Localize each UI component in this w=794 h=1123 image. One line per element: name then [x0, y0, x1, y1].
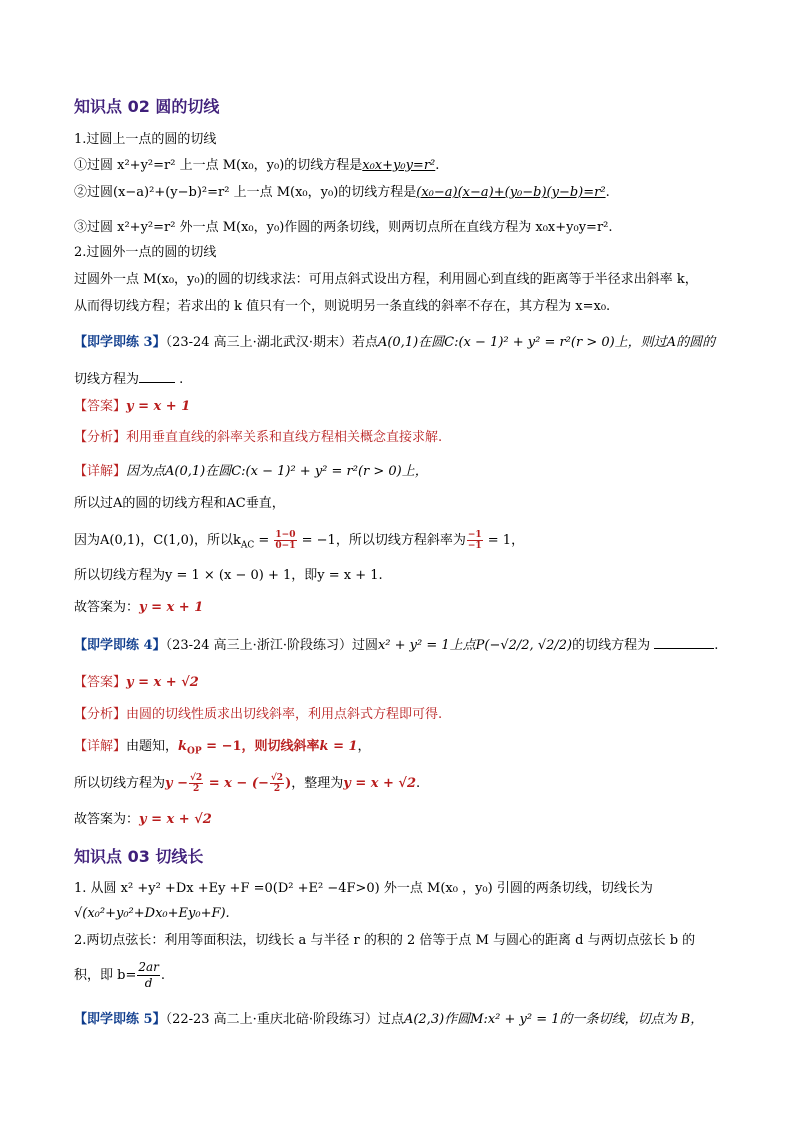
fraction: $\frac{2ar}{d}$ — [138, 960, 159, 990]
subsection-2: 2.过圆外一点的圆的切线 — [74, 245, 217, 260]
tangent-length-line-1: 1. 从圆 x² +y² +Dx +Ey +F =0(D² +E² −4F>0) 外一点 M(x₀ ，y₀) 引圆的两条切线，切线长为 — [74, 881, 653, 896]
exercise-5-question: 【即学即练 5】（22-23 高二上·重庆北碚·阶段练习）过点A(2,3)作圆M:x² + y² = 1的一条切线，切点为 B， — [74, 1012, 704, 1027]
point-2: ②过圆(x−a)²+(y−b)²=r² 上一点 M(x₀，y₀)的切线方程是(x₀−a)(x−a)+(y₀−b)(y−b)=r². — [74, 185, 610, 200]
exercise-3-detail-4: 所以切线方程为y = 1 × (x − 0) + 1，即y = x + 1. — [74, 568, 383, 583]
method-line-1: 过圆外一点 M(x₀，y₀)的圆的切线求法：可用点斜式设出方程，利用圆心到直线的距离等于半径求出斜率 k， — [74, 272, 698, 287]
exercise-3-detail-3: 因为A(0,1)，C(1,0)，所以$k_{AC}$ = $\frac{1-0}{0-1}$ = −1，所以切线方程斜率为 $\frac{-1}{-1}$ = 1， — [74, 530, 525, 551]
chord-length-line-1: 2.两切点弦长：利用等面积法，切线长 a 与半径 r 的积的 2 倍等于点 M 与圆心的距离 d 与两切点弦长 b 的 — [74, 933, 696, 948]
fraction: $\frac{√2}{2}$ — [190, 773, 203, 794]
exercise-5-tag: 【即学即练 5】 — [74, 1012, 166, 1027]
fraction: $\frac{1-0}{0-1}$ — [275, 530, 296, 551]
method-line-2: 从而得切线方程；若求出的 k 值只有一个，则说明另一条直线的斜率不存在，其方程为 x=x₀. — [74, 299, 611, 314]
exercise-4-question: 【即学即练 4】（23-24 高三上·浙江·阶段练习）过圆x² + y² = 1上点P(−√2/2, √2/2)的切线方程为 . — [74, 638, 719, 653]
exercise-3-detail-2: 所以过A的圆的切线方程和AC垂直， — [74, 496, 285, 511]
fraction: $\frac{-1}{-1}$ — [467, 530, 482, 551]
answer-blank — [654, 636, 714, 649]
section-title-02: 知识点 02 圆的切线 — [74, 97, 220, 116]
exercise-3-tag: 【即学即练 3】 — [74, 335, 166, 350]
exercise-4-answer: 【答案】y = x + √2 — [74, 675, 199, 690]
exercise-4-detail-1: 【详解】由题知，$k_{OP} = -1$，则切线斜率k = 1， — [74, 739, 371, 757]
exercise-3-final: 故答案为：y = x + 1 — [74, 600, 204, 615]
fraction: $\frac{√2}{2}$ — [270, 773, 284, 794]
section-title-03: 知识点 03 切线长 — [74, 847, 204, 866]
subsection-1: 1.过圆上一点的圆的切线 — [74, 132, 217, 147]
exercise-4-final: 故答案为：y = x + √2 — [74, 812, 212, 827]
exercise-3-detail-1: 【详解】因为点A(0,1)在圆C:(x − 1)² + y² = r²(r > 0)上， — [74, 464, 428, 479]
exercise-3-question-cont: 切线方程为 . — [74, 372, 184, 387]
point-1: ①过圆 x²+y²=r² 上一点 M(x₀，y₀)的切线方程是x₀x+y₀y=r². — [74, 158, 440, 173]
chord-length-line-2: 积，即 b= $\frac{2ar}{d}$ . — [74, 960, 166, 990]
point-2-answer: (x₀−a)(x−a)+(y₀−b)(y−b)=r² — [416, 185, 606, 200]
exercise-4-tag: 【即学即练 4】 — [74, 638, 166, 653]
exercise-4-detail-2: 所以切线方程为y − $\frac{√2}{2}$ = x − (− $\frac{√2}{2}$ )，整理为y = x + √2. — [74, 773, 421, 794]
point-3: ③过圆 x²+y²=r² 外一点 M(x₀，y₀)作圆的两条切线，则两切点所在直线方程为 x₀x+y₀y=r². — [74, 220, 613, 235]
exercise-4-analysis: 【分析】由圆的切线性质求出切线斜率，利用点斜式方程即可得. — [74, 707, 443, 722]
exercise-3-answer: 【答案】y = x + 1 — [74, 399, 191, 414]
tangent-length-formula: √(x₀²+y₀²+Dx₀+Ey₀+F). — [74, 906, 230, 921]
point-1-answer: x₀x+y₀y=r² — [362, 158, 436, 173]
exercise-3-analysis: 【分析】利用垂直直线的斜率关系和直线方程相关概念直接求解. — [74, 430, 443, 445]
answer-blank — [139, 370, 175, 383]
exercise-3-question: 【即学即练 3】（23-24 高三上·湖北武汉·期末）若点A(0,1)在圆C:(x − 1)² + y² = r²(r > 0)上，则过A的圆的 — [74, 335, 716, 350]
